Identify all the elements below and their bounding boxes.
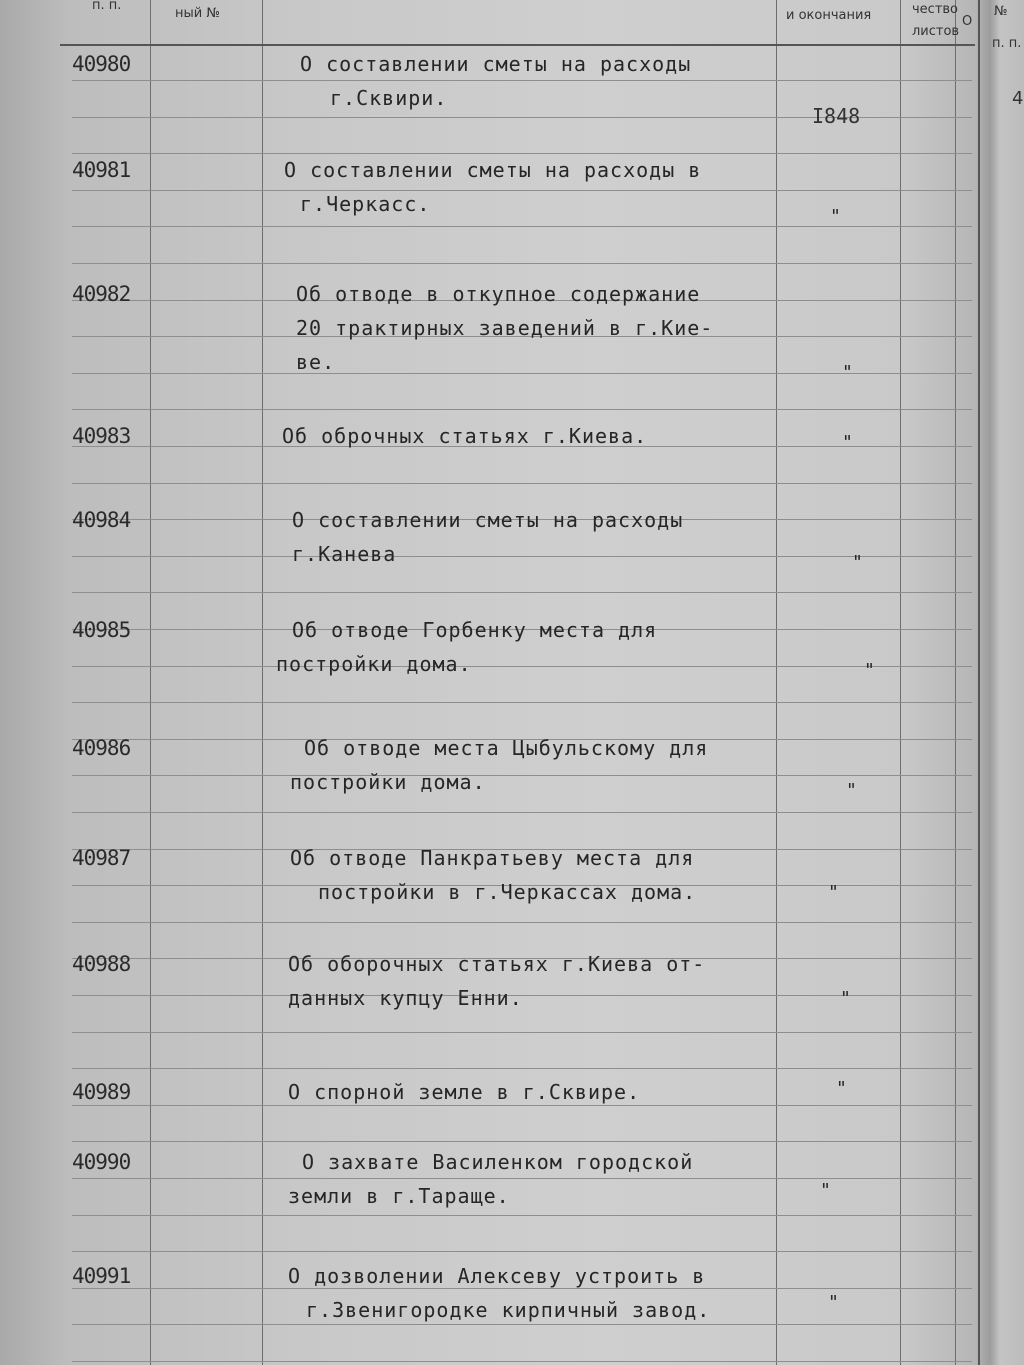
entry-number: 40986	[72, 736, 131, 760]
ruled-line	[72, 1215, 972, 1216]
header-count-top: чество	[912, 2, 959, 17]
entry-title-line: постройки дома.	[276, 652, 472, 676]
side-page-header-top: №	[994, 4, 1008, 19]
ruled-line	[72, 1105, 972, 1106]
ruled-line	[72, 702, 972, 703]
entry-title-line: Об отводе места Цыбульскому для	[304, 736, 709, 760]
ruled-line	[72, 812, 972, 813]
entry-title-line: Об отводе Панкратьеву места для	[290, 846, 695, 870]
entry-number: 40982	[72, 282, 131, 306]
ruled-line	[72, 556, 972, 557]
ruled-line	[72, 373, 972, 374]
entry-title-line: 20 трактирных заведений в г.Кие-	[296, 316, 714, 340]
ruled-line	[72, 1324, 972, 1325]
ruled-line	[72, 1361, 972, 1362]
entry-title-line: О составлении сметы на расходы	[300, 52, 692, 76]
entry-number: 40980	[72, 52, 131, 76]
header-rule	[60, 44, 975, 46]
header-count-bottom: листов	[912, 24, 960, 39]
entry-number: 40985	[72, 618, 131, 642]
end-year: I848	[812, 104, 861, 128]
header-pp: п. п.	[92, 0, 122, 13]
ruled-line	[72, 775, 972, 776]
ruled-line	[72, 1032, 972, 1033]
ditto-mark: "	[852, 552, 863, 573]
entry-number: 40987	[72, 846, 131, 870]
entry-number: 40991	[72, 1264, 131, 1288]
ditto-mark: "	[842, 432, 853, 453]
ditto-mark: "	[830, 206, 841, 227]
ruled-line	[72, 80, 972, 81]
header-end-date: и окончания	[786, 8, 872, 23]
entry-title-line: О дозволении Алексеву устроить в	[288, 1264, 706, 1288]
ditto-mark: "	[836, 1078, 847, 1099]
entry-title-line: г.Канева	[292, 542, 397, 566]
entry-number: 40988	[72, 952, 131, 976]
entry-title-line: г.Черкасс.	[300, 192, 431, 216]
ruled-line	[72, 263, 972, 264]
entry-title-line: г.Звенигородке кирпичный завод.	[306, 1298, 711, 1322]
ruled-line	[72, 483, 972, 484]
header-number: ный №	[175, 6, 220, 21]
ditto-mark: "	[842, 362, 853, 383]
ditto-mark: "	[820, 1180, 831, 1201]
column-rule	[900, 0, 901, 1365]
entry-title-line: данных купцу Енни.	[288, 986, 523, 1010]
entry-title-line: Об отводе Горбенку места для	[292, 618, 658, 642]
entry-title-line: Об оборочных статьях г.Киева от-	[288, 952, 706, 976]
entry-title-line: О составлении сметы на расходы в	[284, 158, 702, 182]
ruled-line	[72, 1141, 972, 1142]
entry-title-line: Об отводе в откупное содержание	[296, 282, 701, 306]
ruled-line	[72, 666, 972, 667]
entry-title-line: О захвате Василенком городской	[302, 1150, 694, 1174]
ruled-line	[72, 1251, 972, 1252]
ditto-mark: "	[828, 1292, 839, 1313]
entry-title-line: постройки в г.Черкассах дома.	[318, 880, 697, 904]
entry-title-line: ве.	[296, 350, 336, 374]
column-rule	[955, 0, 956, 1365]
entry-title-line: О составлении сметы на расходы	[292, 508, 684, 532]
ruled-line	[72, 592, 972, 593]
entry-number: 40981	[72, 158, 131, 182]
entry-title-line: постройки дома.	[290, 770, 486, 794]
ruled-line	[72, 1288, 972, 1289]
ruled-line	[72, 1178, 972, 1179]
entry-number: 40989	[72, 1080, 131, 1104]
entry-title-line: г.Сквири.	[330, 86, 448, 110]
side-page-fragment: 4	[1012, 88, 1024, 109]
entry-number: 40990	[72, 1150, 131, 1174]
header-o: О	[962, 14, 973, 29]
column-rule	[262, 0, 263, 1365]
page-edge	[978, 0, 980, 1365]
column-rule	[776, 0, 777, 1365]
ruled-line	[72, 409, 972, 410]
side-page-header-bottom: п. п.	[992, 36, 1022, 51]
entry-title-line: О спорной земле в г.Сквире.	[288, 1080, 641, 1104]
entry-title-line: Об оброчных статьях г.Киева.	[282, 424, 648, 448]
column-rule	[150, 0, 151, 1365]
ditto-mark: "	[864, 660, 875, 681]
entry-number: 40984	[72, 508, 131, 532]
entry-title-line: земли в г.Тараще.	[288, 1184, 510, 1208]
ruled-line	[72, 1068, 972, 1069]
ruled-line	[72, 922, 972, 923]
ditto-mark: "	[846, 780, 857, 801]
ruled-line	[72, 153, 972, 154]
ditto-mark: "	[840, 988, 851, 1009]
ditto-mark: "	[828, 882, 839, 903]
entry-number: 40983	[72, 424, 131, 448]
ruled-line	[72, 190, 972, 191]
